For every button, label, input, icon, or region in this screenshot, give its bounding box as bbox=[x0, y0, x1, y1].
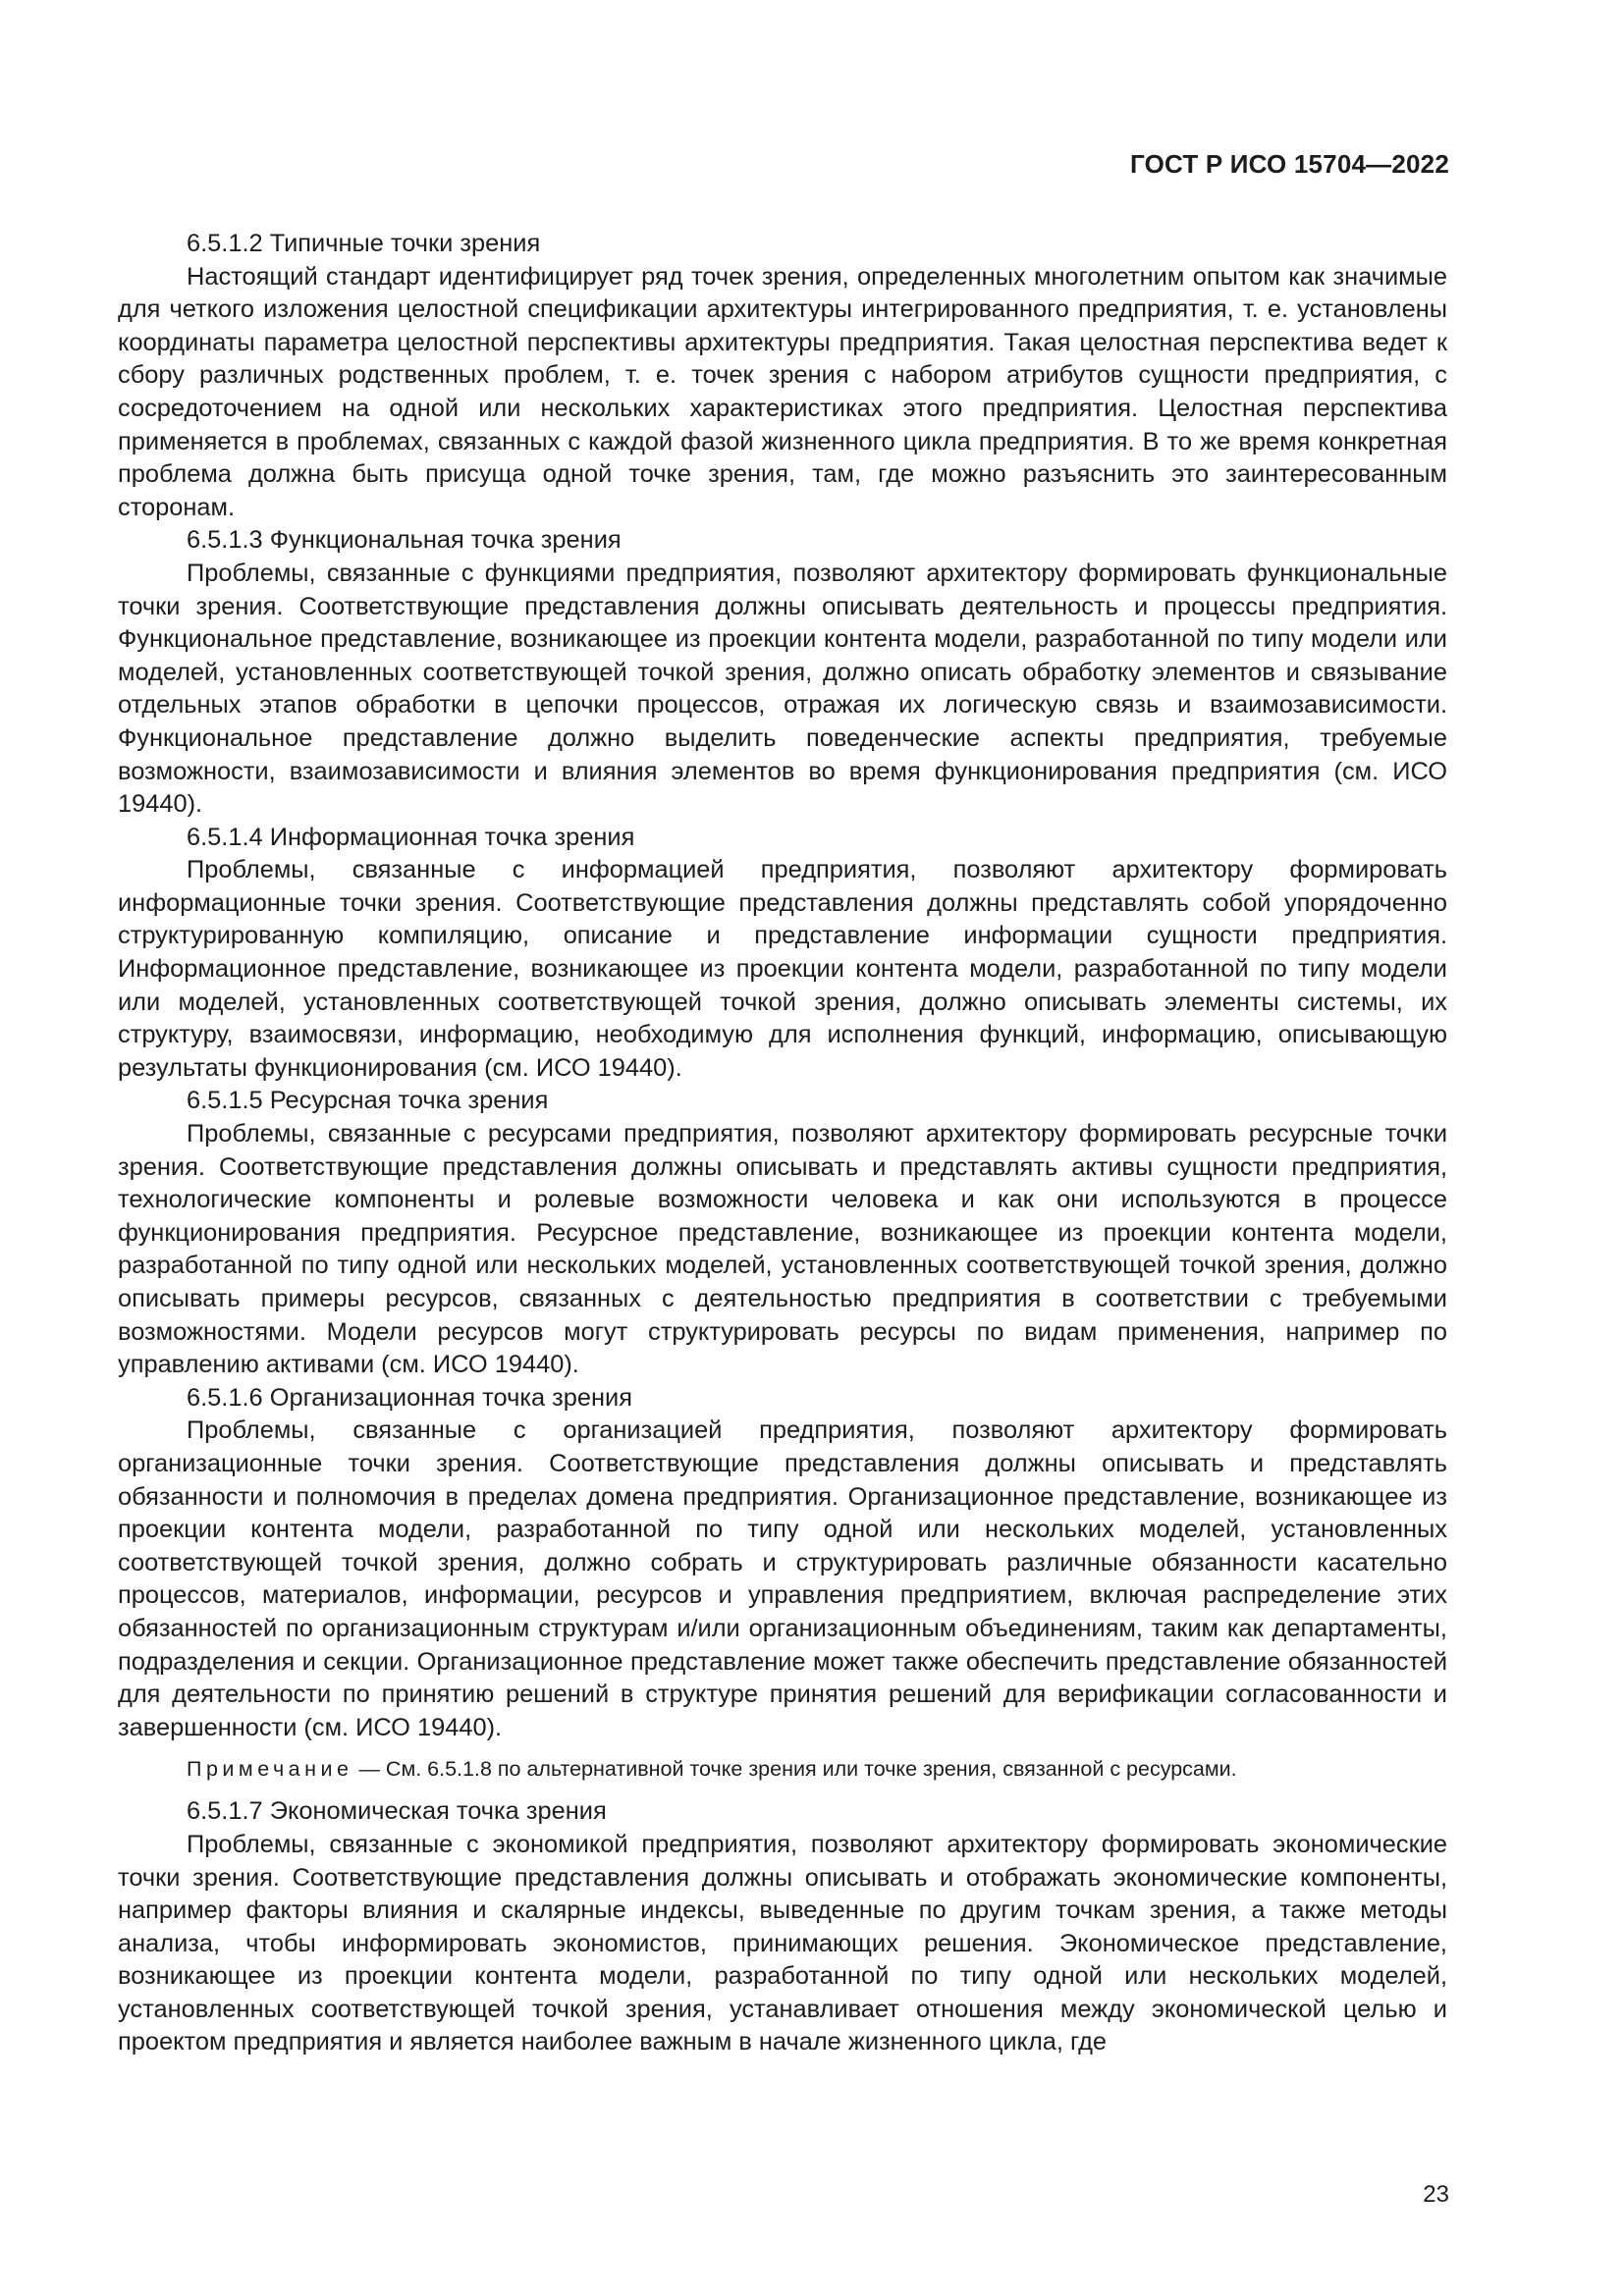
note bbox=[118, 1754, 1447, 1784]
section-paragraph: Проблемы, связанные с информацией предприятия, позволяют архитектору формировать информационные точки зрения. Соответствующие представления должны представлять собой упорядоченно структурированную компиляцию, описание и представление информации сущности предприятия. Информационное представление, возникающее из проекции контента модели, разработанной по типу модели или моделей, установленных соответствующей точкой зрения, должно описывать элементы системы, их структуру, взаимосвязи, информацию, необходимую для исполнения функций, информацию, описывающую результаты функционирования (см. ИСО 19440). bbox=[118, 856, 1447, 1082]
document-body bbox=[118, 228, 1447, 2059]
section-paragraph: Проблемы, связанные с организацией предприятия, позволяют архитектору формировать организационные точки зрения. Соответствующие представления должны описывать и представлять обязанности и полномочия в пределах домена предприятия. Организационное представление, возникающее из проекции контента модели, разработанной по типу одной или нескольких моделей, установленных соответствующей точкой зрения, должно собрать и структурировать различные обязанности касательно процессов, материалов, информации, ресурсов и управления предприятием, включая распределение этих обязанностей по организационным структурам и/или организационным объединениям, таким как департаменты, подразделения и секции. Организационное представление может также обеспечить представление обязанностей для деятельности по принятию решений в структуре принятия решений для верификации согласованности и завершенности (см. ИСО 19440). bbox=[118, 1416, 1447, 1741]
section-heading: 6.5.1.2 Типичные точки зрения bbox=[187, 230, 541, 257]
note-label: Примечание bbox=[187, 1757, 353, 1782]
section-paragraph: Проблемы, связанные с функциями предприятия, позволяют архитектору формировать функциональные точки зрения. Соответствующие представления должны описывать деятельность и процессы предприятия. Функциональное представление, возникающее из проекции контента модели, разработанной по типу модели или моделей, установленных соответствующей точкой зрения, должно описать обработку элементов и связывание отдельных этапов обработки в цепочки процессов, отражая их логическую связь и взаимозависимости. Функциональное представление должно выделить поведенческие аспекты предприятия, требуемые возможности, взаимозависимости и влияния элементов во время функционирования предприятия (см. ИСО 19440). bbox=[118, 559, 1447, 819]
section-heading: 6.5.1.4 Информационная точка зрения bbox=[187, 823, 635, 851]
section-heading: 6.5.1.7 Экономическая точка зрения bbox=[187, 1797, 607, 1826]
note-text: — См. 6.5.1.8 по альтернативной точке зрения или точке зрения, связанной с ресурсами. bbox=[358, 1757, 1237, 1782]
page-number: 23 bbox=[1423, 2181, 1449, 2208]
section-heading: 6.5.1.6 Организационная точка зрения bbox=[187, 1383, 632, 1412]
section-heading: 6.5.1.3 Функциональная точка зрения bbox=[187, 526, 622, 555]
section-heading: 6.5.1.5 Ресурсная точка зрения bbox=[187, 1087, 549, 1115]
section-paragraph: Проблемы, связанные с ресурсами предприятия, позволяют архитектору формировать ресурсные точки зрения. Соответствующие представления должны описывать и представлять активы сущности предприятия, технологические компоненты и ролевые возможности человека и как они используются в процессе функционирования предприятия. Ресурсное представление, возникающее из проекции контента модели, разработанной по типу одной или нескольких моделей, установленных соответствующей точкой зрения, должно описывать примеры ресурсов, связанных с деятельностью предприятия в соответствии с требуемыми возможностями. Модели ресурсов могут структурировать ресурсы по видам применения, например по управлению активами (см. ИСО 19440). bbox=[118, 1120, 1447, 1379]
section-paragraph: Проблемы, связанные с экономикой предприятия, позволяют архитектору формировать экономические точки зрения. Соответствующие представления должны описывать и отображать экономические компоненты, например факторы влияния и скалярные индексы, выведенные по другим точкам зрения, а также методы анализа, чтобы информировать экономистов, принимающих решения. Экономическое представление, возникающее из проекции контента модели, разработанной по типу одной или нескольких моделей, установленных соответствующей точкой зрения, устанавливает отношения между экономической целью и проектом предприятия и является наиболее важным в начале жизненного цикла, где bbox=[118, 1830, 1447, 2056]
section-paragraph: Настоящий стандарт идентифицирует ряд точек зрения, определенных многолетним опытом как значимые для четкого изложения целостной спецификации архитектуры интегрированного предприятия, т. е. установлены координаты параметра целостной перспективы архитектуры предприятия. Такая целостная перспектива ведет к сбору различных родственных проблем, т. е. точек зрения с набором атрибутов сущности предприятия, с сосредоточением на одной или нескольких характеристиках этого предприятия. Целостная перспектива применяется в проблемах, связанных с каждой фазой жизненного цикла предприятия. В то же время конкретная проблема должна быть присуща одной точке зрения, там, где можно разъяснить это заинтересованным сторонам. bbox=[118, 262, 1447, 521]
document-code: ГОСТ Р ИСО 15704—2022 bbox=[1129, 149, 1449, 179]
